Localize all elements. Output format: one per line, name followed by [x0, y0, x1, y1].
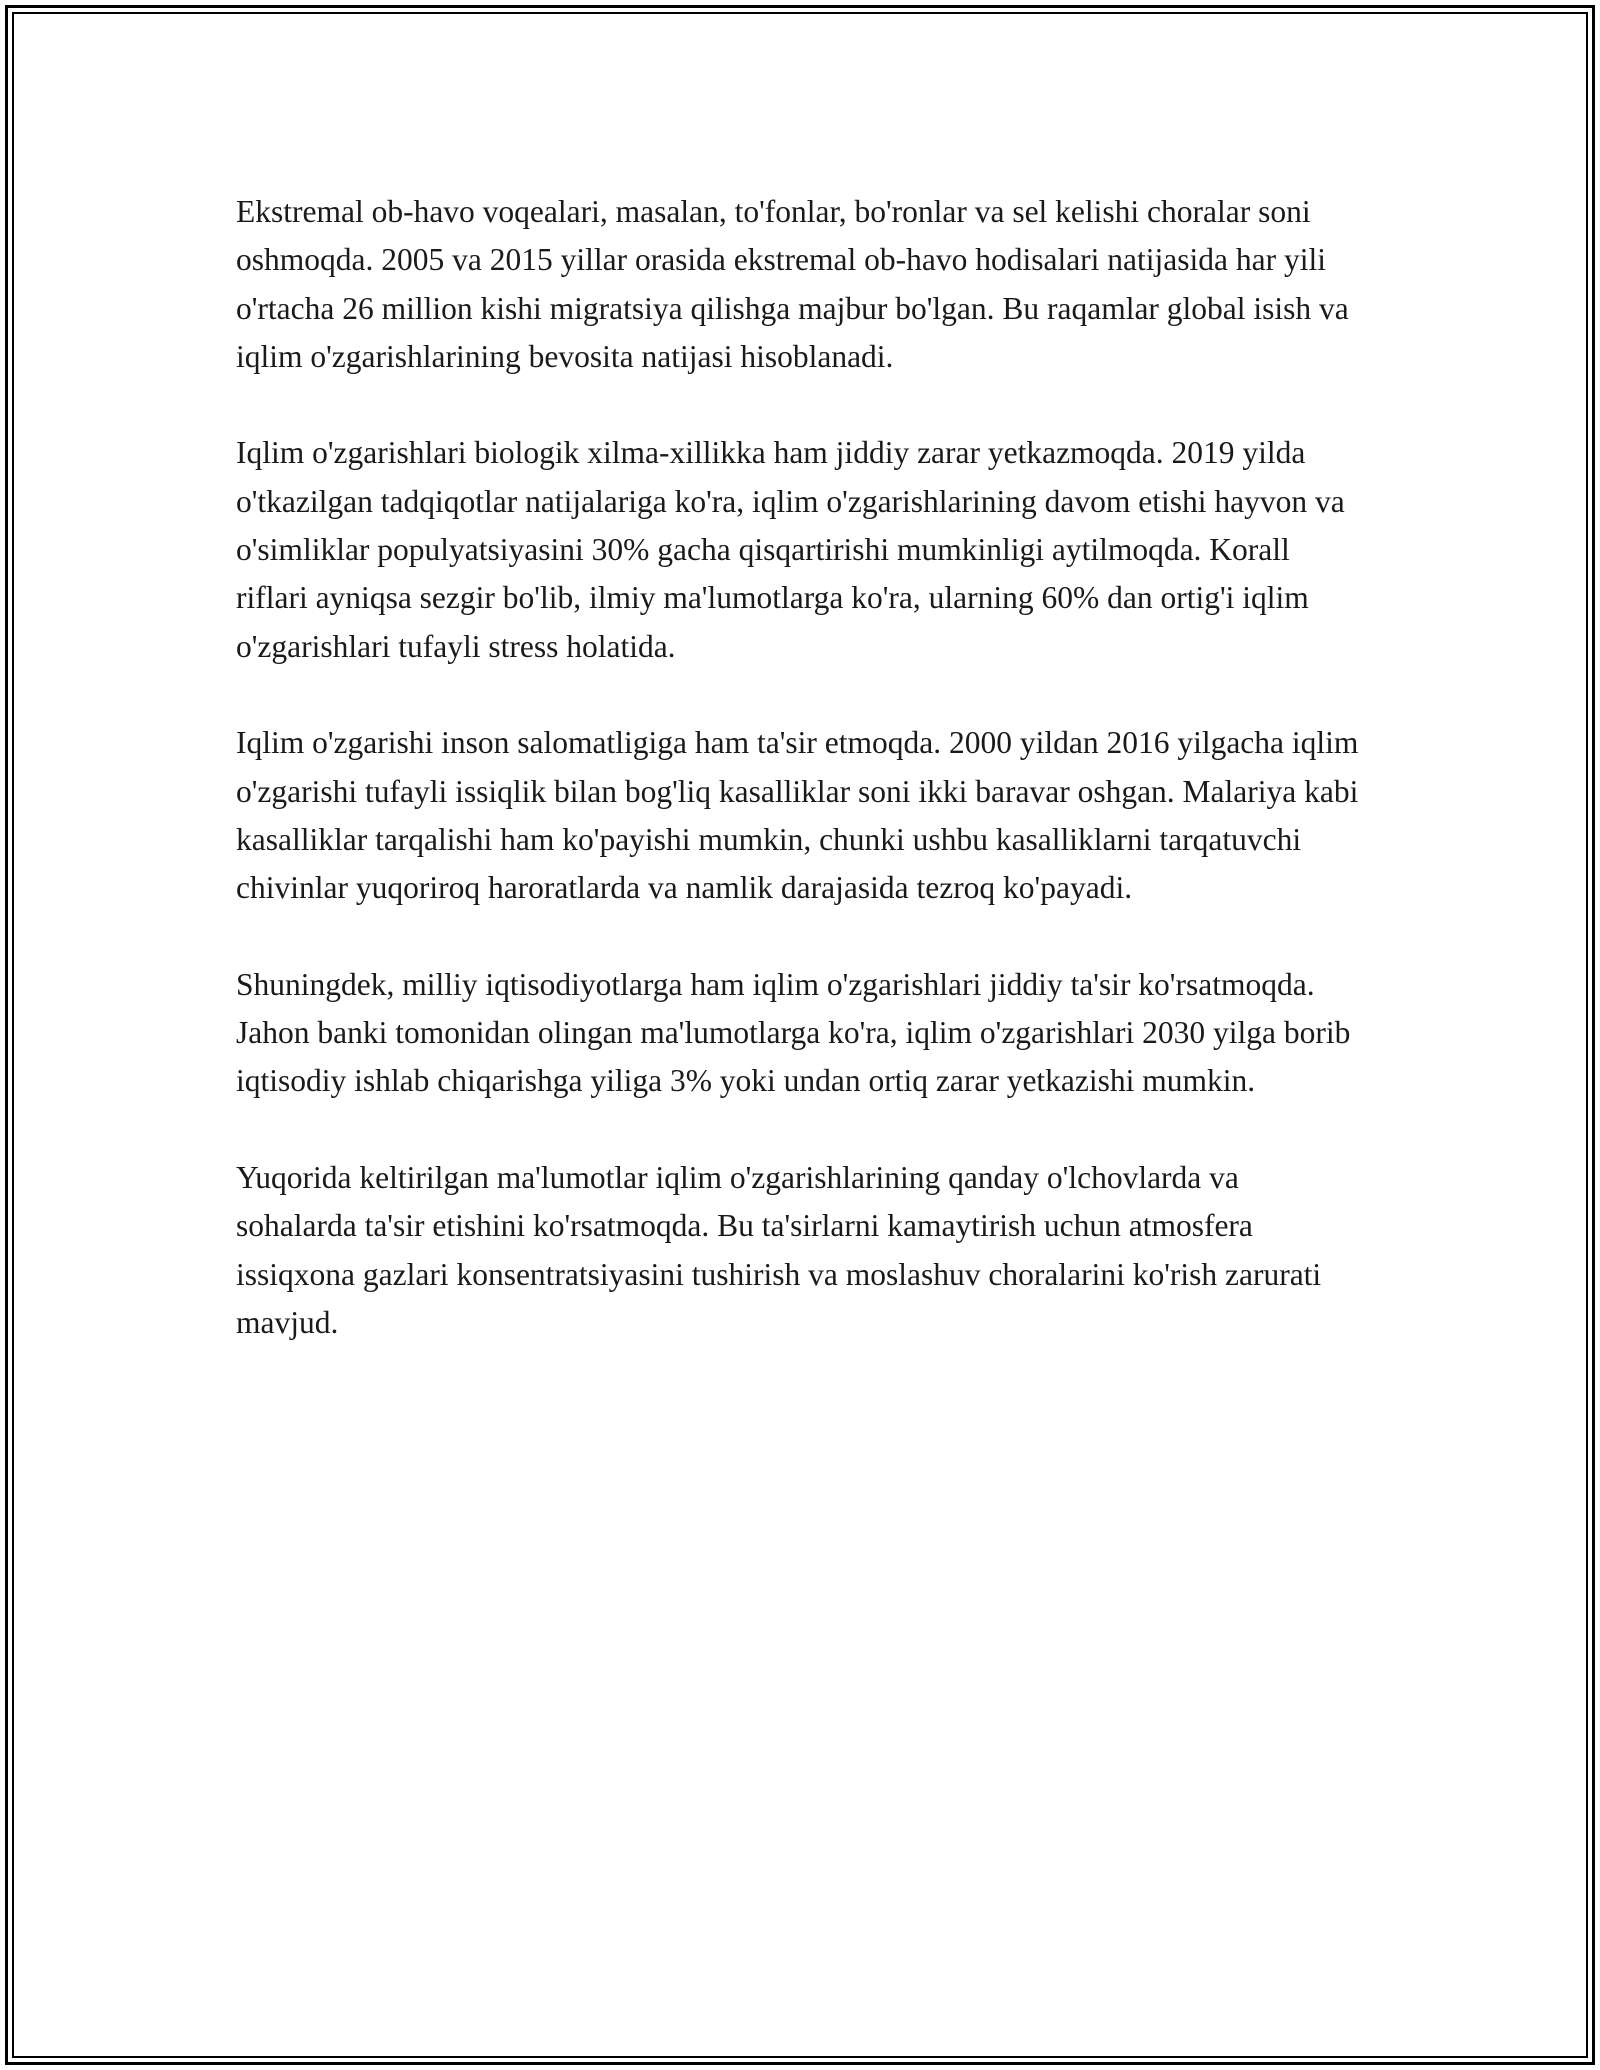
paragraph-economy: Shuningdek, milliy iqtisodiyotlarga ham iqlim o'zgarishlari jiddiy ta'sir ko'rsatmoqda. Jahon banki tomonidan olingan ma'lumotlarga ko'ra, iqlim o'zgarishlari 2030 yilga borib iqtisodiy ishlab chiqarishga yiliga 3% yoki undan ortiq zarar yetkazishi mumkin. — [236, 966, 1351, 1099]
document-body — [236, 188, 1366, 1395]
paragraph-conclusion: Yuqorida keltirilgan ma'lumotlar iqlim o'zgarishlarining qanday o'lchovlarda va sohalarda ta'sir etishini ko'rsatmoqda. Bu ta'sirlarni kamaytirish uchun atmosfera issiqxona gazlari konsentratsiyasini tushirish va moslashuv choralarini ko'rish zarurati mavjud. — [236, 1159, 1322, 1340]
paragraph-human-health: Iqlim o'zgarishi inson salomatligiga ham ta'sir etmoqda. 2000 yildan 2016 yilgacha iqlim o'zgarishi tufayli issiqlik bilan bog'liq kasalliklar soni ikki baravar oshgan. Malariya kabi kasalliklar tarqalishi ham ko'payishi mumkin, chunki ushbu kasalliklarni tarqatuvchi chivinlar yuqoriroq haroratlarda va namlik darajasida tezroq ko'payadi. — [236, 725, 1359, 906]
paragraph-extreme-weather: Ekstremal ob-havo voqealari, masalan, to'fonlar, bo'ronlar va sel kelishi choralar soni oshmoqda. 2005 va 2015 yillar orasida ekstremal ob-havo hodisalari natijasida har yili o'rtacha 26 million kishi migratsiya qilishga majbur bo'lgan. Bu raqamlar global isish va iqlim o'zgarishlarining bevosita natijasi hisoblanadi. — [236, 194, 1349, 374]
paragraph-biodiversity: Iqlim o'zgarishlari biologik xilma-xillikka ham jiddiy zarar yetkazmoqda. 2019 yilda o'tkazilgan tadqiqotlar natijalariga ko'ra, iqlim o'zgarishlarining davom etishi hayvon va o'simliklar populyatsiyasini 30% gacha qisqartirishi mumkinligi aytilmoqda. Korall riflari ayniqsa sezgir bo'lib, ilmiy ma'lumotlarga ko'ra, ularning 60% dan ortig'i iqlim o'zgarishlari tufayli stress holatida. — [236, 435, 1345, 664]
